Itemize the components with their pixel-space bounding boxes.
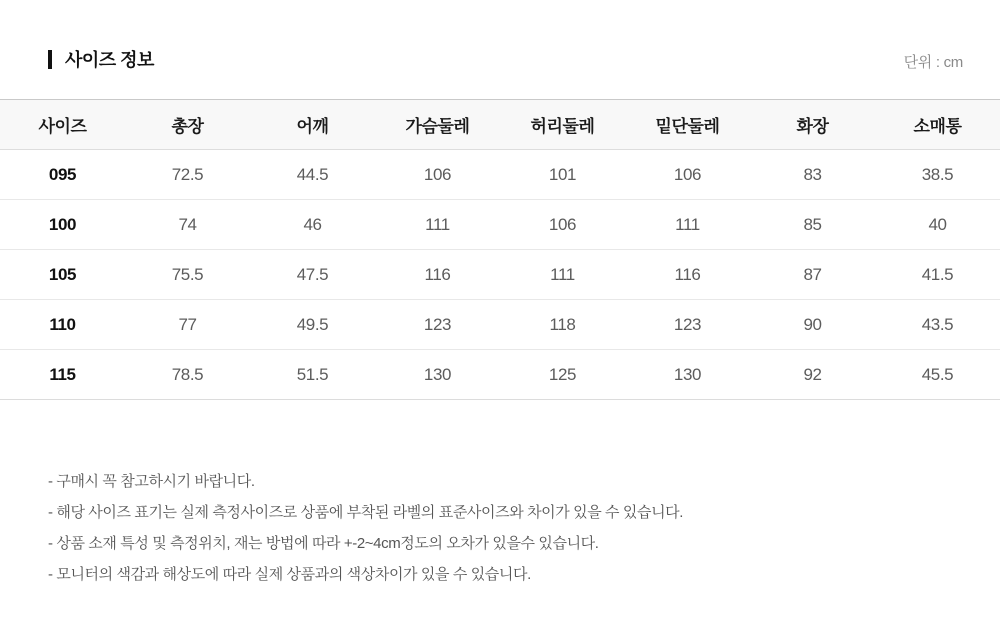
measurement-cell: 111 <box>425 214 450 234</box>
table-row <box>0 350 1000 400</box>
measurement-cell: 87 <box>803 264 822 284</box>
note-item: - 구매시 꼭 참고하시기 바랍니다. <box>48 473 255 490</box>
measurement-cell: 106 <box>673 164 702 184</box>
column-header: 화장 <box>750 100 875 150</box>
measurement-cell: 75.5 <box>171 264 204 284</box>
title-accent-bar <box>48 50 52 69</box>
column-header: 밑단둘레 <box>625 100 750 150</box>
measurement-cell: 77 <box>178 314 197 334</box>
measurement-cell: 116 <box>424 264 451 284</box>
size-cell: 105 <box>48 264 77 284</box>
measurement-cell: 130 <box>423 364 452 384</box>
measurement-cell: 78.5 <box>171 364 204 384</box>
column-header: 어깨 <box>250 100 375 150</box>
column-header: 가슴둘레 <box>375 100 500 150</box>
size-table-body <box>0 150 1000 400</box>
measurement-cell: 38.5 <box>921 164 954 184</box>
measurement-cell: 123 <box>423 314 452 334</box>
measurement-cell: 90 <box>803 314 822 334</box>
measurement-cell: 111 <box>550 264 575 284</box>
measurement-cell: 118 <box>549 314 576 334</box>
column-header: 사이즈 <box>0 100 125 150</box>
table-row <box>0 150 1000 200</box>
measurement-cell: 83 <box>803 164 822 184</box>
measurement-cell: 74 <box>178 214 197 234</box>
page-title: 사이즈 정보 <box>65 50 154 70</box>
size-table-head <box>0 100 1000 150</box>
measurement-cell: 72.5 <box>171 164 204 184</box>
measurement-cell: 49.5 <box>296 314 329 334</box>
note-item: - 해당 사이즈 표기는 실제 측정사이즈로 상품에 부착된 라벨의 표준사이즈와 차이가 있을 수 있습니다. <box>48 504 684 521</box>
measurement-cell: 130 <box>673 364 702 384</box>
measurement-cell: 43.5 <box>921 314 954 334</box>
unit-label: 단위 : cm <box>903 54 963 71</box>
note-item: - 상품 소재 특성 및 측정위치, 재는 방법에 따라 +-2~4cm정도의 오차가 있을수 있습니다. <box>48 535 599 552</box>
size-table <box>0 99 1000 400</box>
measurement-cell: 123 <box>673 314 702 334</box>
column-header: 총장 <box>125 100 250 150</box>
note-item: - 모니터의 색감과 해상도에 따라 실제 상품과의 색상차이가 있을 수 있습니다. <box>48 566 531 583</box>
measurement-cell: 46 <box>303 214 322 234</box>
table-row <box>0 200 1000 250</box>
measurement-cell: 106 <box>423 164 452 184</box>
measurement-cell: 116 <box>674 264 701 284</box>
measurement-cell: 106 <box>548 214 577 234</box>
size-cell: 115 <box>49 364 76 384</box>
measurement-cell: 125 <box>548 364 577 384</box>
measurement-cell: 47.5 <box>296 264 329 284</box>
section-header <box>0 0 1000 72</box>
table-row <box>0 300 1000 350</box>
measurement-cell: 51.5 <box>296 364 329 384</box>
measurement-cell: 101 <box>548 164 577 184</box>
measurement-cell: 41.5 <box>921 264 954 284</box>
measurement-cell: 44.5 <box>296 164 329 184</box>
measurement-cell: 40 <box>928 214 947 234</box>
size-cell: 110 <box>49 314 76 334</box>
measurement-cell: 45.5 <box>921 364 954 384</box>
measurement-cell: 92 <box>803 364 822 384</box>
table-row <box>0 250 1000 300</box>
column-header: 소매통 <box>875 100 1000 150</box>
notes-list <box>48 466 960 590</box>
title-wrap <box>48 46 154 72</box>
measurement-cell: 111 <box>675 214 700 234</box>
size-cell: 100 <box>48 214 77 234</box>
column-header: 허리둘레 <box>500 100 625 150</box>
size-table-header-row <box>0 100 1000 150</box>
measurement-cell: 85 <box>803 214 822 234</box>
size-cell: 095 <box>48 164 77 184</box>
